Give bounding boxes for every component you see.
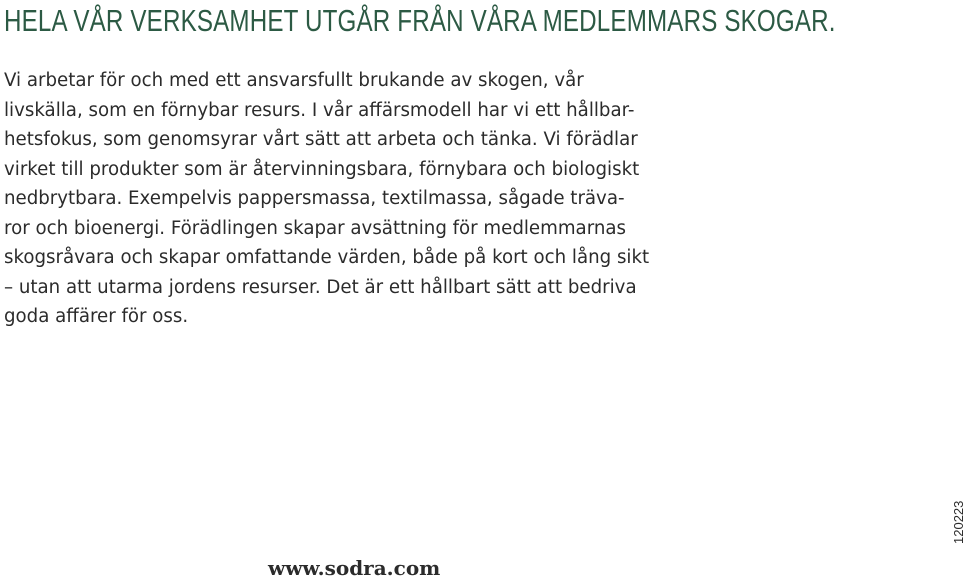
- paragraph-line: hetsfokus, som genomsyrar vårt sätt att arbeta och tänka. Vi förädlar: [4, 129, 638, 150]
- body-paragraph: [4, 66, 649, 332]
- paragraph-line: nedbrytbara. Exempelvis pappersmassa, textilmassa, sågade träva-: [4, 188, 625, 209]
- paragraph-line: goda affärer för oss.: [4, 306, 189, 327]
- paragraph-line: ror och bioenergi. Förädlingen skapar avsättning för medlemmarnas: [4, 217, 627, 239]
- page-heading: HELA VÅR VERKSAMHET UTGÅR FRÅN VÅRA MEDLEMMARS SKOGAR.: [4, 3, 836, 38]
- paragraph-line: skogsråvara och skapar omfattande värden, både på kort och lång sikt: [4, 247, 650, 268]
- paragraph-line: Vi arbetar för och med ett ansvarsfullt brukande av skogen, vår: [4, 70, 584, 91]
- website-url: www.sodra.com: [268, 556, 441, 580]
- paragraph-line: virket till produkter som är återvinningsbara, förnybara och biologiskt: [4, 158, 640, 180]
- document-code: 120223: [951, 500, 966, 544]
- paragraph-line: livskälla, som en förnybar resurs. I vår affärsmodell har vi ett hållbar-: [4, 99, 635, 121]
- paragraph-line: – utan att utarma jordens resurser. Det är ett hållbart sätt att bedriva: [4, 276, 637, 298]
